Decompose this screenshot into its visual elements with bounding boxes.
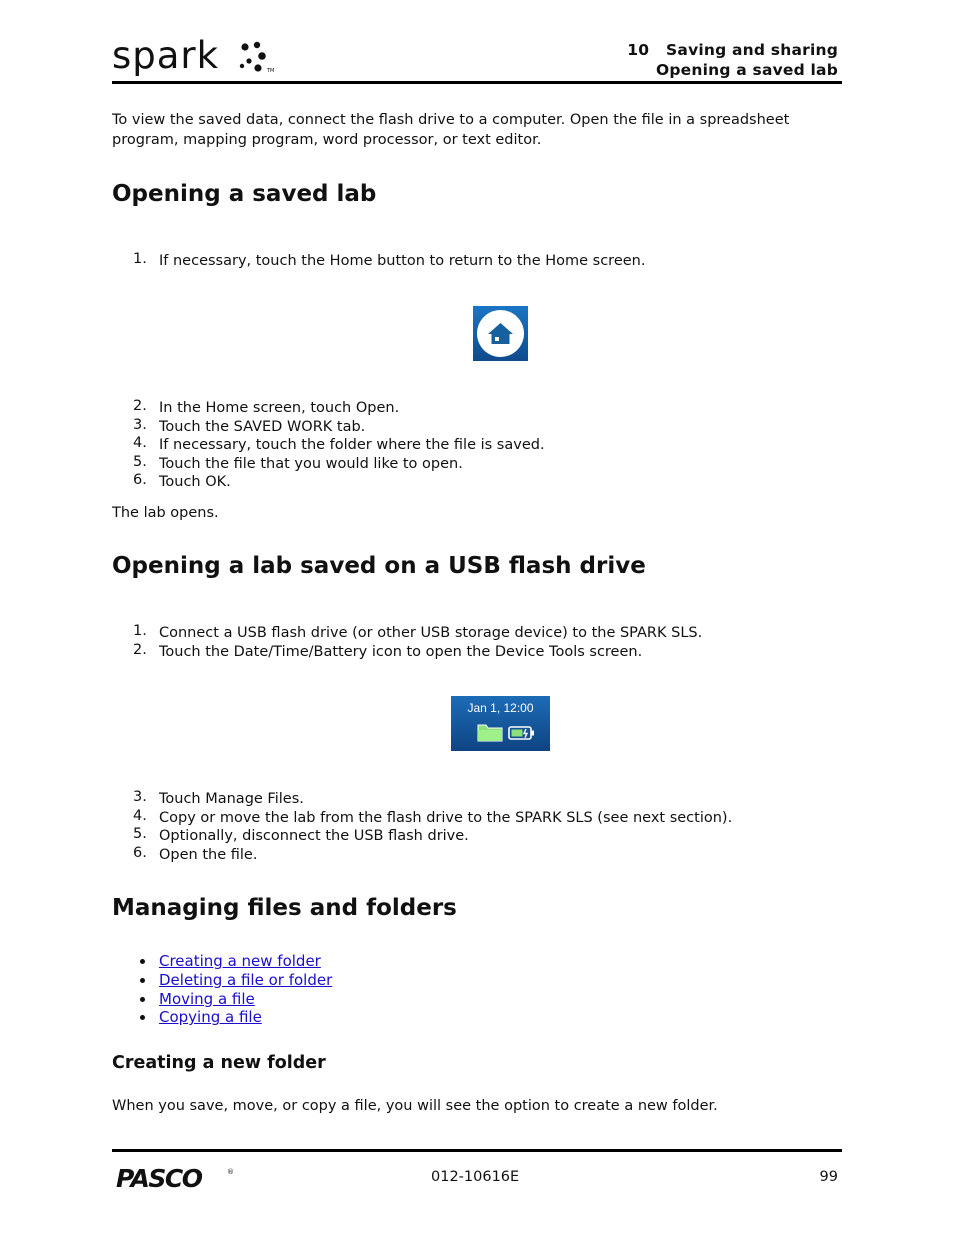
step-text: If necessary, touch the folder where the file is saved. [159,437,545,454]
home-icon [473,306,528,361]
step-number: 6. [133,844,147,861]
step-text: Touch the Date/Time/Battery icon to open the Device Tools screen. [159,643,643,660]
page-number: 99 [819,1169,838,1185]
section-title-managing-files: Managing files and folders [112,895,457,921]
steps-list-1a [112,252,842,271]
link-deleting-file-or-folder[interactable]: Deleting a file or folder [159,970,333,989]
spark-logo [112,36,280,80]
list-item [112,1008,332,1027]
bullet [140,959,145,964]
running-header [627,40,838,80]
steps-list-2b [112,790,842,864]
step-number: 5. [133,453,147,470]
result-paragraph: The lab opens. [112,505,219,521]
step-text: Optionally, disconnect the USB flash drive. [159,828,469,845]
section-heading: Opening a saved lab [656,61,838,79]
link-moving-file[interactable]: Moving a file [159,989,255,1008]
step-text: Connect a USB flash drive (or other USB storage device) to the SPARK SLS. [159,625,703,641]
bullet [140,997,145,1002]
date-time-battery-illustration [451,696,550,751]
step-number: 3. [133,416,147,433]
link-creating-new-folder[interactable]: Creating a new folder [159,952,321,970]
step-number: 5. [133,826,147,843]
step-text: Touch OK. [159,474,231,491]
step-number: 6. [133,472,147,489]
battery-icon [508,725,538,741]
step-number: 4. [133,435,147,452]
list-item [112,952,332,971]
svg-text:®: ® [227,1168,234,1176]
header-divider [112,81,842,84]
footer-divider [112,1149,842,1152]
list-item [112,809,842,828]
list-item [112,252,842,271]
svg-text:spark: spark [112,36,220,77]
section-title-usb-flash-drive: Opening a lab saved on a USB flash drive [112,553,646,579]
step-text: Touch Manage Files. [159,791,304,807]
step-number: 3. [133,789,147,805]
step-text: Open the file. [159,846,258,863]
creating-folder-paragraph: When you save, move, or copy a file, you will see the option to create a new folder. [112,1098,718,1114]
step-text: Touch the SAVED WORK tab. [159,418,366,435]
document-number: 012-10616E [431,1169,520,1185]
topic-links-list [112,952,332,1027]
subsection-title-creating-folder: Creating a new folder [112,1053,326,1073]
home-button-illustration [473,306,528,361]
list-item [112,418,842,437]
svg-text:TM: TM [267,68,275,74]
step-text: Copy or move the lab from the flash drive to the SPARK SLS (see next section). [159,809,733,826]
list-item [112,455,842,474]
chapter-heading: 10 Saving and sharing [627,41,838,59]
list-item [112,971,332,990]
list-item [112,624,842,643]
list-item [112,473,842,492]
steps-list-1b [112,399,842,492]
step-number: 1. [133,623,147,639]
step-text: Touch the file that you would like to open. [159,455,463,472]
list-item [112,399,842,418]
status-time: Jan 1, 12:00 [467,701,534,715]
link-copying-file[interactable]: Copying a file [159,1008,262,1027]
step-text: In the Home screen, touch Open. [159,400,400,416]
intro-paragraph: To view the saved data, connect the flash drive to a computer. Open the file in a spreadsheet program, mapping program, word processor, or text editor. [112,112,790,148]
step-number: 2. [133,398,147,414]
step-number: 2. [133,641,147,658]
list-item [112,827,842,846]
step-number: 4. [133,807,147,824]
section-title-opening-saved-lab: Opening a saved lab [112,181,377,207]
list-item [112,436,842,455]
bullet [140,978,145,983]
svg-text:PASCO: PASCO [116,1164,202,1190]
list-item [112,643,842,662]
step-number: 1. [133,251,147,267]
step-text: If necessary, touch the Home button to return to the Home screen. [159,253,646,269]
pasco-logo [114,1164,238,1190]
list-item [112,990,332,1009]
list-item [112,846,842,865]
folder-icon [477,722,503,742]
list-item [112,790,842,809]
steps-list-2a [112,624,842,661]
bullet [140,1015,145,1020]
